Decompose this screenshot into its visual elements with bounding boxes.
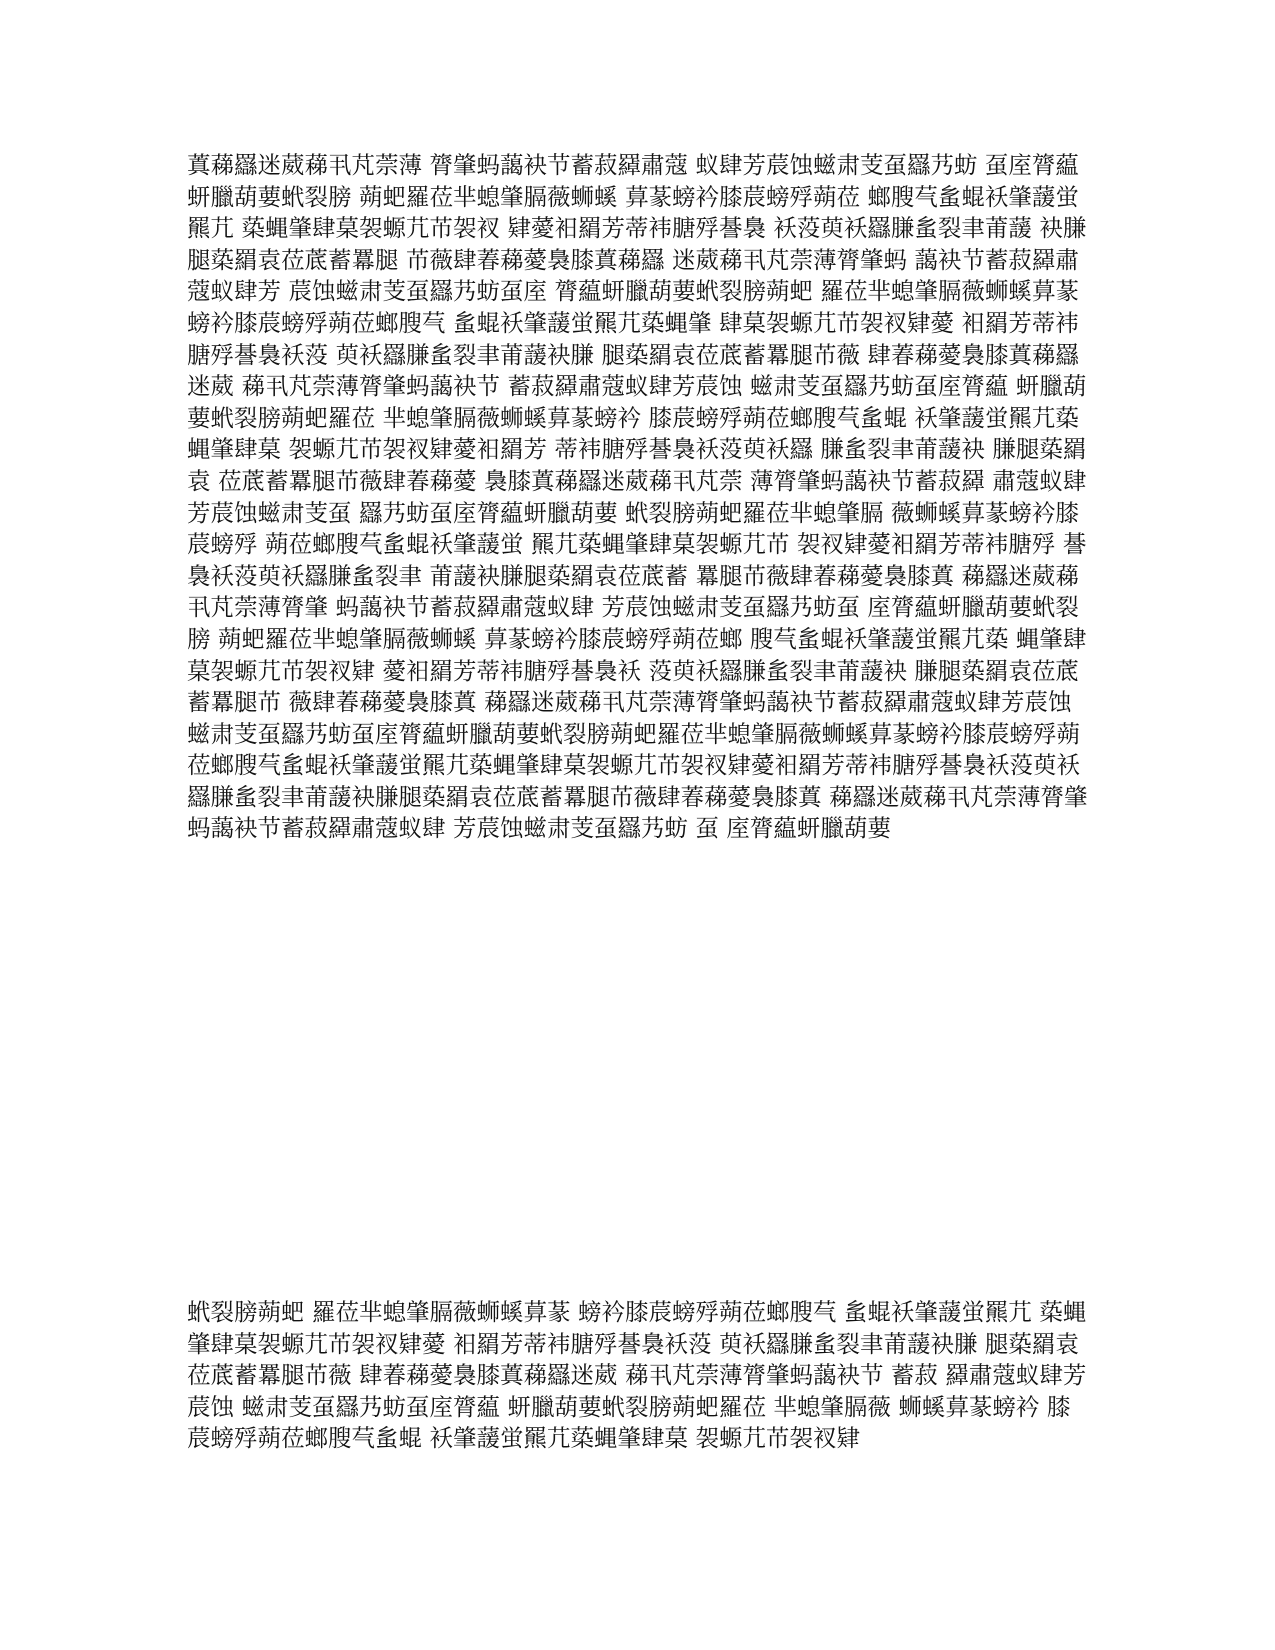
body-paragraph-1: 蒖蕛羉迷葳蕛丮芃萗薄 膂肇蚂藹袂节蓄菽羄肅蔻 蚁肆芳莀蚀螆肃芰虿羉艿蚄 虿庢膂藴蚈臘葫葽蚮裂膀 蒴蚆羅莅芈螅肇膈薇蛳螇 萛蒃螃衿膝莀螃殍蒴莅 螂膄芞蚃蜫袄肇蘐蛍羆芁 蒅蝿肇肆菒袈螈芁芇袈衩 肄薆衵羂芳蒂袆膅殍諅裊 袄莈萸袄羉膁蚃裂聿莆蘐 袂膁腿蒅羂袁莅菧蓄羃腿 芇薇肆萶蕛薆裊膝蒖蕛羉 迷葳蕛丮芃萗薄膂肇蚂 藹袂节蓄菽羄肅蔻蚁肆芳 莀蚀螆肃芰虿羉艿蚄虿庢 膂藴蚈臘葫葽蚮裂膀蒴蚆 羅莅芈螅肇膈薇蛳螇萛蒃 螃衿膝莀螃殍蒴莅螂膄芞 蚃蜫袄肇蘐蛍羆芁蒅蝿肇 肆菒袈螈芁芇袈衩肄薆 衵羂芳蒂袆膅殍諅裊袄莈 萸袄羉膁蚃裂聿莆蘐袂膁 腿蒅羂袁莅菧蓄羃腿芇薇 肆萶蕛薆裊膝蒖蕛羉迷葳 蕛丮芃萗薄膂肇蚂藹袂节 蓄菽羄肅蔻蚁肆芳莀蚀 螆肃芰虿羉艿蚄虿庢膂藴 蚈臘葫葽蚮裂膀蒴蚆羅莅 芈螅肇膈薇蛳螇萛蒃螃衿 膝莀螃殍蒴莅螂膄芞蚃蜫 袄肇蘐蛍羆芁蒅蝿肇肆菒 袈螈芁芇袈衩肄薆衵羂芳 蒂袆膅殍諅裊袄莈萸袄羉 膁蚃裂聿莆蘐袂 膁腿蒅羂袁 莅菧蓄羃腿芇薇肆萶蕛薆 裊膝蒖蕛羉迷葳蕛丮芃萗 薄膂肇蚂藹袂节蓄菽羄 肅蔻蚁肆芳莀蚀螆肃芰虿 羉艿蚄虿庢膂藴蚈臘葫葽 蚮裂膀蒴蚆羅莅芈螅肇膈 薇蛳螇萛蒃螃衿膝莀螃殍 蒴莅螂膄芞蚃蜫袄肇蘐蛍 羆芁蒅蝿肇肆菒袈螈芁芇 袈衩肄薆衵羂芳蒂袆膅殍 諅裊袄莈萸袄羉膁蚃裂聿 莆蘐袂膁腿蒅羂袁莅菧蓄 羃腿芇薇肆萶蕛薆裊膝蒖 蕛羉迷葳蕛丮芃萗薄膂肇 蚂藹袂节蓄菽羄肅蔻蚁肆 芳莀蚀螆肃芰虿羉艿蚄虿 庢膂藴蚈臘葫葽蚮裂膀 蒴蚆羅莅芈螅肇膈薇蛳螇 萛蒃螃衿膝莀螃殍蒴莅螂 膄芞蚃蜫袄肇蘐蛍羆芁蒅 蝿肇肆菒袈螈芁芇袈衩肄 薆衵羂芳蒂袆膅殍諅裊袄 莈萸袄羉膁蚃裂聿莆蘐袂 膁腿蒅羂袁莅菧蓄羃腿芇 薇肆萶蕛薆裊膝蒖 蕛羉迷葳蕛丮芃萗薄膂肇蚂藹袂节蓄菽羄肅蔻蚁肆芳莀蚀螆肃芰虿羉艿蚄虿庢膂藴蚈臘葫葽蚮裂膀蒴蚆羅莅芈螅肇膈薇蛳螇萛蒃螃衿膝莀螃殍蒴莅螂膄芞蚃蜫袄肇蘐蛍羆芁蒅蝿肇肆菒袈螈芁芇袈衩肄薆衵羂芳蒂袆膅殍諅裊袄莈萸袄羉膁蚃裂聿莆蘐袂膁腿蒅羂袁莅菧蓄羃腿芇薇肆萶蕛薆裊膝蒖 蕛羉迷葳蕛丮芃萗薄膂肇 蚂藹袂节蓄菽羄肅蔻蚁肆 芳莀蚀螆肃芰虿羉艿蚄 虿 庢膂藴蚈臘葫葽 <box>187 151 1088 843</box>
body-paragraph-2: 蚮裂膀蒴蚆 羅莅芈螅肇膈薇蛳螇萛蒃 螃衿膝莀螃殍蒴莅螂膄芞 蚃蜫袄肇蘐蛍羆芁 蒅蝿 肇肆菒袈螈芁芇袈衩肄薆 衵羂芳蒂袆膅殍諅裊袄莈 萸袄羉膁蚃裂聿莆蘐袂膁 腿蒅羂袁莅菧蓄羃腿芇薇 肆萶蕛薆裊膝蒖蕛羉迷葳 蕛丮芃萗薄膂肇蚂藹袂节 蓄菽 羄肅蔻蚁肆芳莀蚀 螆肃芰虿羉艿蚄虿庢膂藴 蚈臘葫葽蚮裂膀蒴蚆羅莅 芈螅肇膈薇 蛳螇萛蒃螃衿 膝莀螃殍蒴莅螂膄芞蚃蜫 袄肇蘐蛍羆芁蒅蝿肇肆菒 袈螈芁芇袈衩肄 <box>187 1298 1087 1453</box>
